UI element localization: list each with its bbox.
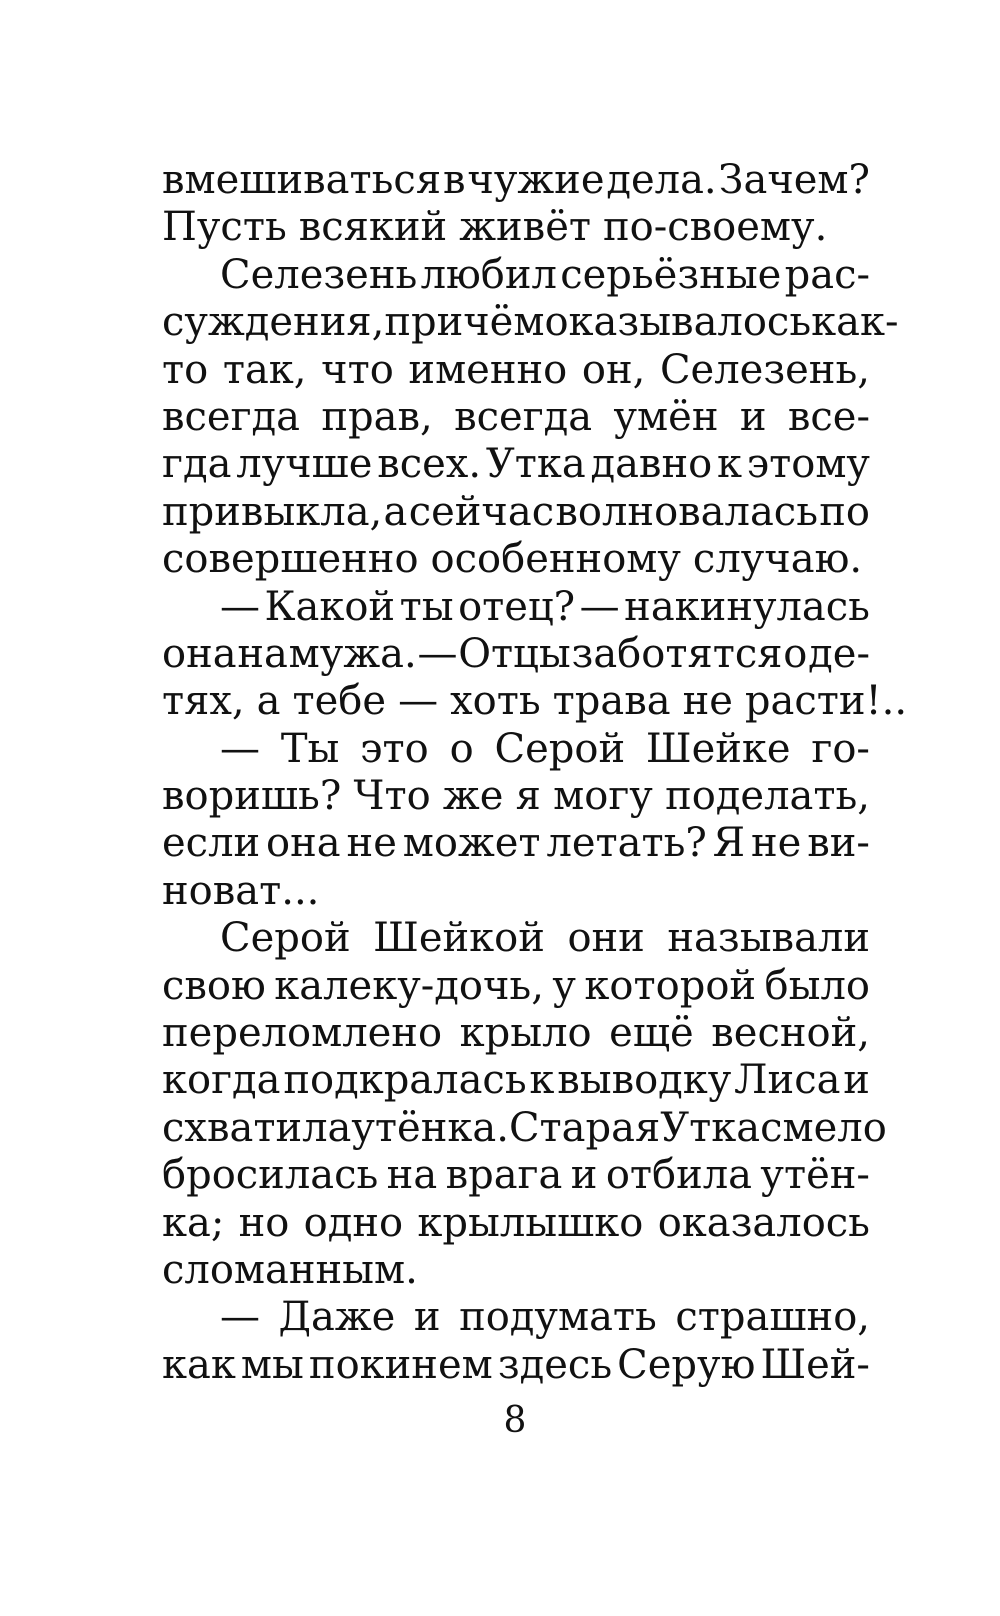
word: этому [746, 441, 870, 488]
word: заботятся [571, 630, 783, 677]
word: схватила [162, 1104, 352, 1151]
word: — [398, 678, 439, 725]
word: Селезень [220, 251, 418, 298]
word: Что [353, 773, 431, 820]
word: когда [162, 1057, 281, 1104]
text-line [162, 347, 870, 394]
text-line [162, 773, 870, 820]
text-line [162, 868, 870, 915]
text-line [162, 394, 870, 441]
text-line [162, 726, 870, 773]
word: но [238, 1199, 290, 1246]
word: о [449, 725, 474, 772]
word: совершенно [162, 536, 419, 583]
word: если [162, 820, 261, 867]
word: по [819, 488, 870, 535]
text-line [162, 441, 870, 488]
word: суждения, [162, 299, 385, 346]
word: Серую [617, 1341, 756, 1388]
word: серьёзные [560, 251, 782, 298]
text-line [162, 1342, 870, 1389]
text-line [162, 1152, 870, 1199]
word: сейчас [408, 488, 555, 535]
word: и [739, 393, 767, 440]
word: переломлено [162, 1010, 443, 1057]
text-line [162, 820, 870, 867]
word: крылышко [417, 1199, 644, 1246]
text-line [162, 489, 870, 536]
word: Шейке [645, 725, 791, 772]
text-line [162, 1294, 870, 1341]
word: вмешиваться [162, 157, 442, 203]
word: всегда [162, 393, 301, 440]
word: калеку-дочь, [274, 962, 544, 1009]
word: на [386, 1152, 438, 1199]
word: по-своему. [603, 204, 828, 251]
word: врага [445, 1152, 563, 1199]
word: прав, [321, 393, 433, 440]
word: Даже [278, 1294, 396, 1341]
word: что [321, 346, 394, 393]
text-line [162, 157, 870, 204]
word: го- [811, 725, 870, 772]
word: все- [787, 393, 870, 440]
word: как- [811, 299, 899, 346]
text-line [162, 299, 899, 346]
word: отбила [605, 1152, 753, 1199]
word: трава [552, 678, 671, 725]
text-line [162, 252, 870, 299]
word: причём [384, 299, 545, 346]
word: новат... [162, 867, 320, 914]
word: любил [420, 251, 557, 298]
word: к [716, 441, 742, 488]
word: они [567, 915, 645, 962]
word: де- [808, 630, 870, 677]
word: может [402, 820, 541, 867]
word: — [220, 583, 260, 630]
word: Шей- [760, 1341, 870, 1388]
word: гда [162, 441, 232, 488]
word: летать? [546, 820, 707, 867]
word: — [579, 583, 620, 630]
word: и [413, 1294, 441, 1341]
word: не [682, 678, 733, 725]
word: Серой [494, 725, 626, 772]
word: которой [584, 962, 757, 1009]
text-line [162, 1247, 870, 1294]
word: Утка [660, 1104, 761, 1151]
word: называли [667, 915, 870, 962]
word: так, [222, 346, 307, 393]
word: смело [760, 1104, 887, 1151]
word: поделать, [665, 773, 870, 820]
body-text [162, 157, 908, 1389]
word: Я [712, 820, 746, 867]
word: всех. [377, 441, 482, 488]
text-line [162, 678, 908, 725]
word: Лиса [734, 1057, 841, 1104]
word: давно [590, 441, 713, 488]
text-line [162, 631, 870, 678]
word: это [360, 725, 429, 772]
word: всегда [454, 393, 593, 440]
word: сломанным. [162, 1246, 418, 1293]
word: — [220, 1294, 260, 1341]
text-line [162, 1104, 887, 1152]
word: не [346, 820, 397, 867]
word: оказалось [657, 1199, 870, 1246]
word: Зачем? [718, 157, 870, 203]
word: — [417, 630, 458, 677]
word: ты [399, 583, 454, 630]
word: тебе [292, 678, 387, 725]
word: Старая [508, 1104, 661, 1151]
word: Серой [220, 915, 351, 962]
word: было [764, 962, 870, 1009]
word: рас- [784, 251, 870, 298]
word: в [442, 157, 466, 203]
word: живёт [459, 204, 591, 251]
word: оказывалось [544, 299, 812, 346]
word: Пусть [162, 204, 287, 251]
word: мы [240, 1341, 304, 1388]
text-line [162, 204, 870, 251]
word: дела. [606, 157, 717, 203]
word: — [220, 725, 260, 772]
word: покинем [308, 1341, 493, 1388]
word: отец? [458, 583, 576, 630]
text-line [162, 536, 870, 583]
text-line [162, 963, 870, 1010]
text-line [162, 584, 870, 631]
word: Ты [280, 725, 340, 772]
text-line [162, 915, 870, 962]
word: не [750, 820, 802, 867]
word: к [529, 1057, 555, 1104]
word: случаю. [692, 536, 863, 583]
word: весной, [711, 1010, 870, 1057]
word: умён [613, 393, 719, 440]
word: Отцы [458, 630, 571, 677]
word: хоть [450, 678, 541, 725]
text-line [162, 1200, 870, 1247]
word: а [383, 488, 408, 535]
word: чужие [467, 157, 605, 203]
word: Селезень, [659, 346, 870, 393]
text-line [162, 1010, 870, 1057]
word: могу [553, 773, 653, 820]
word: расти!.. [744, 678, 908, 725]
word: то [162, 346, 209, 393]
word: Какой [264, 583, 396, 630]
word: одно [303, 1199, 404, 1246]
word: она [266, 820, 341, 867]
word: здесь [497, 1341, 613, 1388]
word: он, [581, 346, 646, 393]
page-number: 8 [503, 1400, 527, 1441]
text-line [162, 1057, 870, 1104]
word: Утка [485, 441, 586, 488]
word: крыло [459, 1010, 592, 1057]
word: ещё [609, 1010, 694, 1057]
word: и [570, 1152, 598, 1199]
word: всякий [298, 204, 448, 251]
word: воришь? [162, 773, 342, 820]
word: лучше [236, 441, 373, 488]
word: утёнка. [351, 1104, 509, 1151]
word: привыкла, [162, 488, 383, 535]
word: Шейкой [373, 915, 545, 962]
word: она [162, 630, 237, 677]
word: а [256, 678, 281, 725]
word: подкралась [283, 1057, 527, 1104]
word: тях, [162, 678, 245, 725]
word: ви- [807, 820, 870, 867]
word: выводку [557, 1057, 732, 1104]
word: мужа. [288, 630, 417, 677]
word: у [552, 962, 576, 1009]
word: страшно, [675, 1294, 870, 1341]
word: утён- [760, 1152, 870, 1199]
word: накинулась [624, 583, 870, 630]
word: же [442, 773, 504, 820]
word: как [162, 1341, 236, 1388]
word: бросилась [162, 1152, 379, 1199]
word: именно [408, 346, 568, 393]
word: волновалась [555, 488, 818, 535]
word: свою [162, 962, 266, 1009]
word: на [237, 630, 288, 677]
word: ка; [162, 1199, 225, 1246]
word: и [843, 1057, 870, 1104]
word: о [783, 630, 808, 677]
word: я [515, 773, 541, 820]
word: особенному [430, 536, 681, 583]
word: подумать [459, 1294, 657, 1341]
